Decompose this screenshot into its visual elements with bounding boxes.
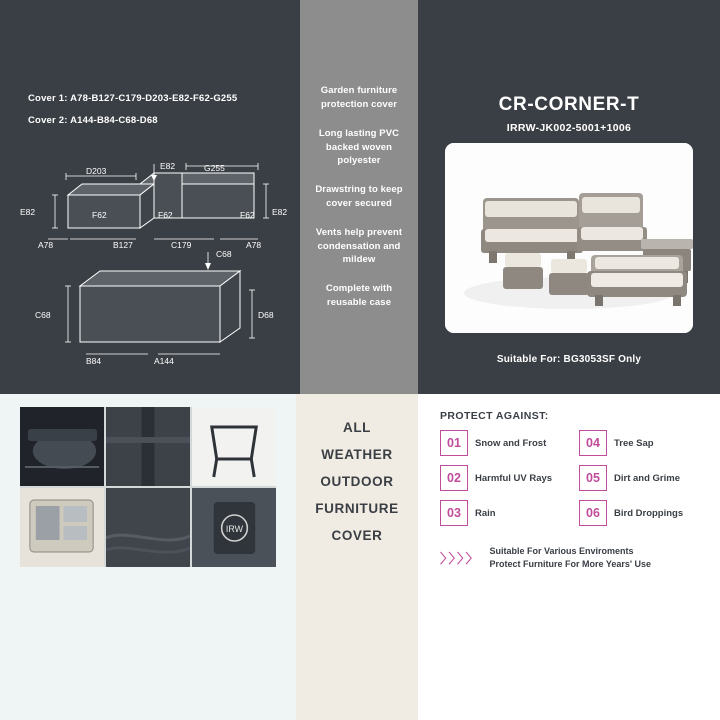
detail-photo-cell [106,488,190,567]
protect-against-panel [418,394,720,720]
protect-label: Rain [475,507,496,519]
cover1-dimensions: Cover 1: A78-B127-C179-D203-E82-F62-G255 [28,93,238,104]
label-a78-right: A78 [246,240,262,250]
label-f62-b: F62 [158,210,173,220]
list-item [579,430,708,456]
protect-number: 05 [579,465,607,491]
list-item [579,465,708,491]
cover2-dimensions: Cover 2: A144-B84-C68-D68 [28,115,158,126]
product-title: CR-CORNER-T [498,94,640,115]
suitability-line: Suitable For Various Enviroments [489,546,634,556]
label-e82-top: E82 [160,161,176,171]
label-b127: B127 [113,240,133,250]
label-a144: A144 [154,356,174,366]
label-b84: B84 [86,356,102,366]
detail-photo-cell [20,407,104,486]
protect-label: Harmful UV Rays [475,472,553,484]
suitability-footer [440,546,651,569]
list-item [440,500,569,526]
case-logo-text: IRW [225,523,244,535]
label-g255: G255 [204,163,225,173]
product-code: IRRW-JK002-5001+1006 [506,122,632,134]
label-e82-right: E82 [272,207,288,217]
detail-photo-cell [192,488,276,567]
all-weather-line: OUTDOOR [320,474,394,489]
feature-list-strip [300,0,418,394]
protect-number: 03 [440,500,468,526]
product-photo [445,143,693,333]
detail-photo-cell [106,407,190,486]
protect-label: Bird Droppings [614,507,684,519]
list-item [440,430,569,456]
label-e82-left: E82 [20,207,36,217]
detail-photo-cell [20,488,104,567]
protect-against-title: PROTECT AGAINST: [440,410,549,422]
protect-number: 06 [579,500,607,526]
dimension-diagrams [8,140,300,380]
all-weather-heading [296,414,418,549]
chevron-right-icon: 〉〉〉〉 [440,551,481,566]
all-weather-line: ALL [342,420,372,435]
label-c68-left: C68 [35,310,51,320]
suitable-for-text: Suitable For: BG3053SF Only [496,354,642,365]
all-weather-line: FURNITURE [315,501,399,516]
label-c68-top: C68 [216,249,232,259]
suitability-text-group [490,546,652,569]
label-d68: D68 [258,310,274,320]
protect-label: Tree Sap [614,437,654,449]
feature-item: Long lasting PVC backed woven polyester [318,127,400,167]
list-item [579,500,708,526]
protect-label: Dirt and Grime [614,472,680,484]
feature-item: Garden furniture protection cover [320,85,398,111]
label-f62-a: F62 [92,210,107,220]
protect-label: Snow and Frost [475,437,547,449]
label-d203: D203 [86,166,107,176]
protect-number: 01 [440,430,468,456]
detail-photo-panel [0,394,296,720]
label-f62-c: F62 [240,210,255,220]
all-weather-line: COVER [331,528,383,543]
detail-photo-grid [20,407,276,567]
feature-item: Complete with reusable case [325,283,393,308]
label-c179: C179 [171,240,192,250]
list-item [440,465,569,491]
all-weather-line: WEATHER [321,447,393,462]
suitability-line: Protect Furniture For More Years' Use [489,559,652,569]
specification-area [0,0,300,394]
product-area [418,0,720,394]
label-a78-left: A78 [38,240,54,250]
all-weather-panel [296,394,418,720]
feature-item: Drawstring to keep cover secured [315,184,403,209]
protect-number: 04 [579,430,607,456]
protect-against-list [440,430,708,526]
feature-item: Vents help prevent condensation and mildew [315,226,403,266]
protect-number: 02 [440,465,468,491]
detail-photo-cell [192,407,276,486]
bottom-section [0,394,720,720]
